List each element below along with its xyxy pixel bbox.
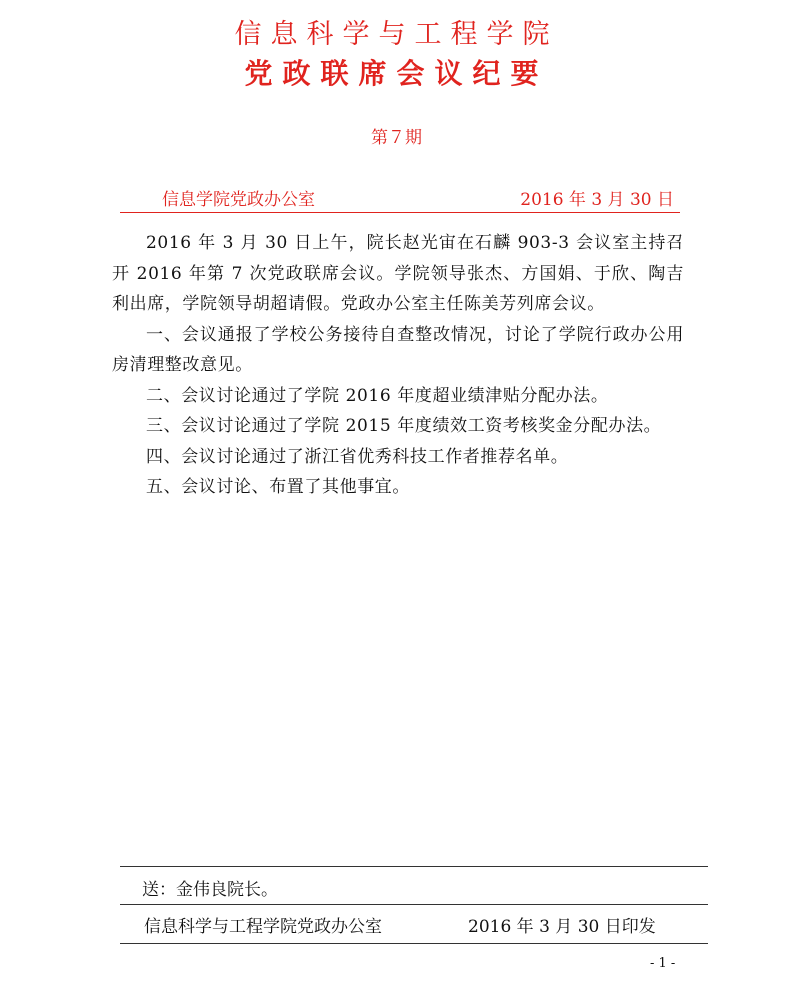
intro-paragraph: 2016 年 3 月 30 日上午，院长赵光宙在石麟 903-3 会议室主持召开 2016 年第 7 次党政联席会议。学院领导张杰、方国娟、于欣、陶吉利出席，学院领导胡超请假。党政办公室主任陈美芳列席会议。: [112, 233, 684, 314]
issue-number: 第７期: [371, 128, 422, 148]
item-paragraph: 一、会议通报了学校公务接待自查整改情况，讨论了学院行政办公用房清理整改意见。: [112, 324, 684, 375]
issue-date: 2016 年 3 月 30 日: [520, 190, 674, 210]
cc-recipient: 送：金伟良院长。: [142, 880, 278, 900]
footer-divider-top: [120, 866, 708, 867]
organization-title: 信息科学与工程学院: [234, 19, 559, 50]
item-paragraph: 三、会议讨论通过了学院 2015 年度绩效工资考核奖金分配办法。: [146, 416, 662, 436]
minutes-body: [112, 228, 684, 503]
issuer-header-row: [120, 188, 680, 213]
page-number: - 1 -: [650, 956, 676, 971]
issuer-office: 信息学院党政办公室: [162, 190, 315, 210]
item-paragraph: 二、会议讨论通过了学院 2016 年度超业绩津贴分配办法。: [146, 385, 609, 406]
footer-divider-middle: [120, 904, 708, 905]
item-paragraph: 四、会议讨论通过了浙江省优秀科技工作者推荐名单。: [146, 446, 569, 467]
footer-issuer-office: 信息科学与工程学院党政办公室: [144, 917, 382, 937]
print-date: 2016 年 3 月 30 日印发: [468, 917, 656, 937]
document-title: 党政联席会议纪要: [244, 57, 549, 90]
footer-divider-bottom: [120, 943, 708, 944]
item-paragraph: 五、会议讨论、布置了其他事宜。: [146, 477, 410, 497]
